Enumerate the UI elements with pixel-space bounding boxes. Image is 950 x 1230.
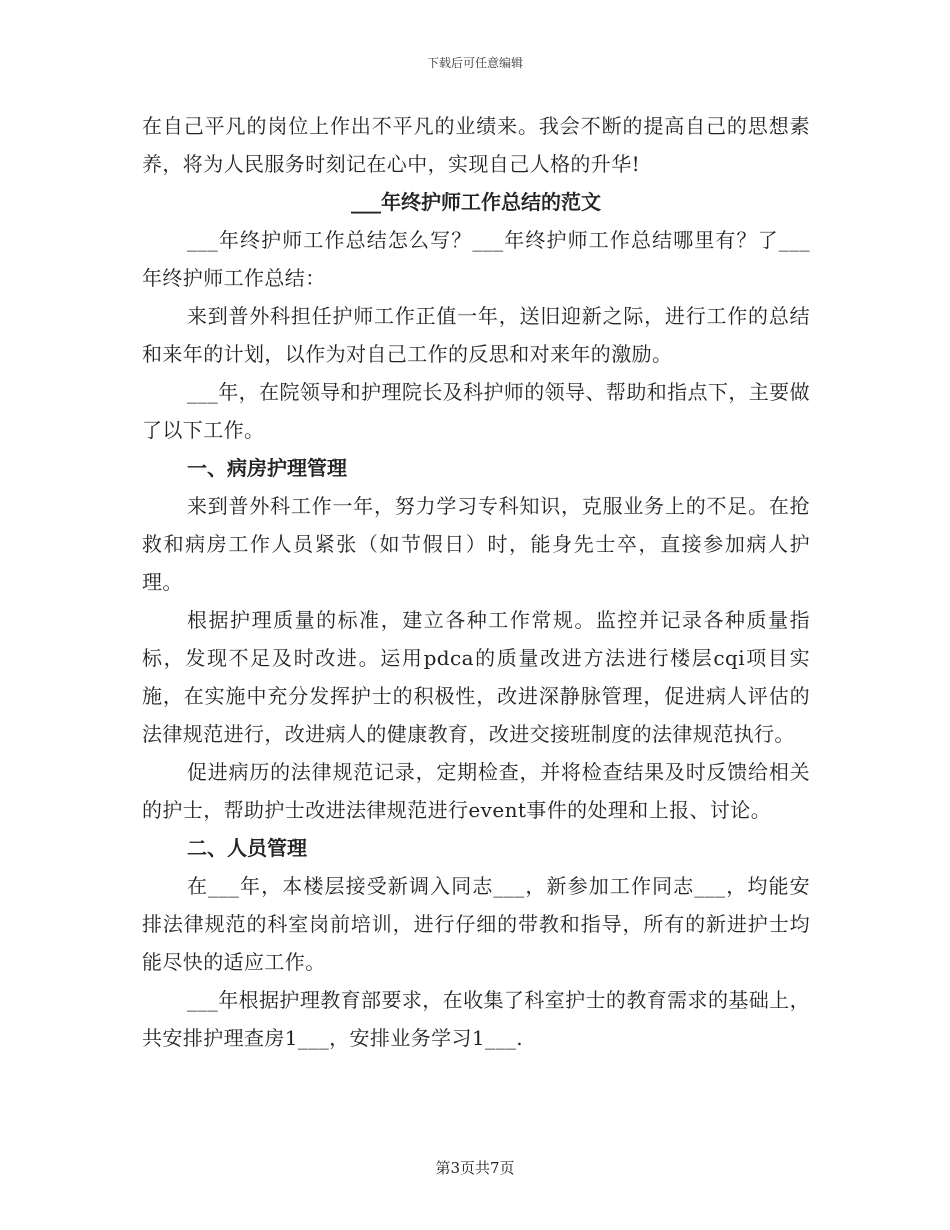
paragraph-ward-2: 根据护理质量的标准，建立各种工作常规。监控并记录各种质量指标，发现不足及时改进。运用pdca的质量改进方法进行楼层cqi项目实施，在实施中充分发挥护士的积极性，改进深静脉管理，促进病人评估的法律规范进行，改进病人的健康教育，改进交接班制度的法律规范执行。 [142, 608, 810, 746]
paragraph-intro: ___年终护师工作总结怎么写？___年终护师工作总结哪里有？了___年终护师工作总结： [142, 228, 810, 290]
document-body [142, 107, 810, 1057]
paragraph-staff-1: 在___年，本楼层接受新调入同志___，新参加工作同志___，均能安排法律规范的科室岗前培训，进行仔细的带教和指导，所有的新进护士均能尽快的适应工作。 [142, 874, 810, 974]
paragraph-summary: 来到普外科担任护师工作正值一年，送旧迎新之际，进行工作的总结和来年的计划，以作为对自己工作的反思和对来年的激励。 [142, 304, 810, 366]
paragraph-ward-3: 促进病历的法律规范记录，定期检查，并将检查结果及时反馈给相关的护士，帮助护士改进法律规范进行event事件的处理和上报、讨论。 [142, 760, 810, 822]
paragraph-continuation: 在自己平凡的岗位上作出不平凡的业绩来。我会不断的提高自己的思想素养，将为人民服务时刻记在心中，实现自己人格的升华! [142, 114, 810, 176]
paragraph-staff-2: ___年根据护理教育部要求，在收集了科室护士的教育需求的基础上，共安排护理查房1___，安排业务学习1___. [142, 988, 810, 1050]
section-heading-staff-management: 二、人员管理 [187, 836, 307, 860]
document-title: ___年终护师工作总结的范文 [351, 190, 601, 214]
paragraph-ward-1: 来到普外科工作一年，努力学习专科知识，克服业务上的不足。在抢救和病房工作人员紧张（如节假日）时，能身先士卒，直接参加病人护理。 [142, 494, 810, 594]
paragraph-overview: ___年，在院领导和护理院长及科护师的领导、帮助和指点下，主要做了以下工作。 [142, 380, 810, 442]
page-number-footer: 第3页共7页 [435, 1159, 515, 1177]
section-heading-ward-management: 一、病房护理管理 [187, 456, 347, 480]
header-note: 下载后可任意编辑 [426, 56, 523, 70]
